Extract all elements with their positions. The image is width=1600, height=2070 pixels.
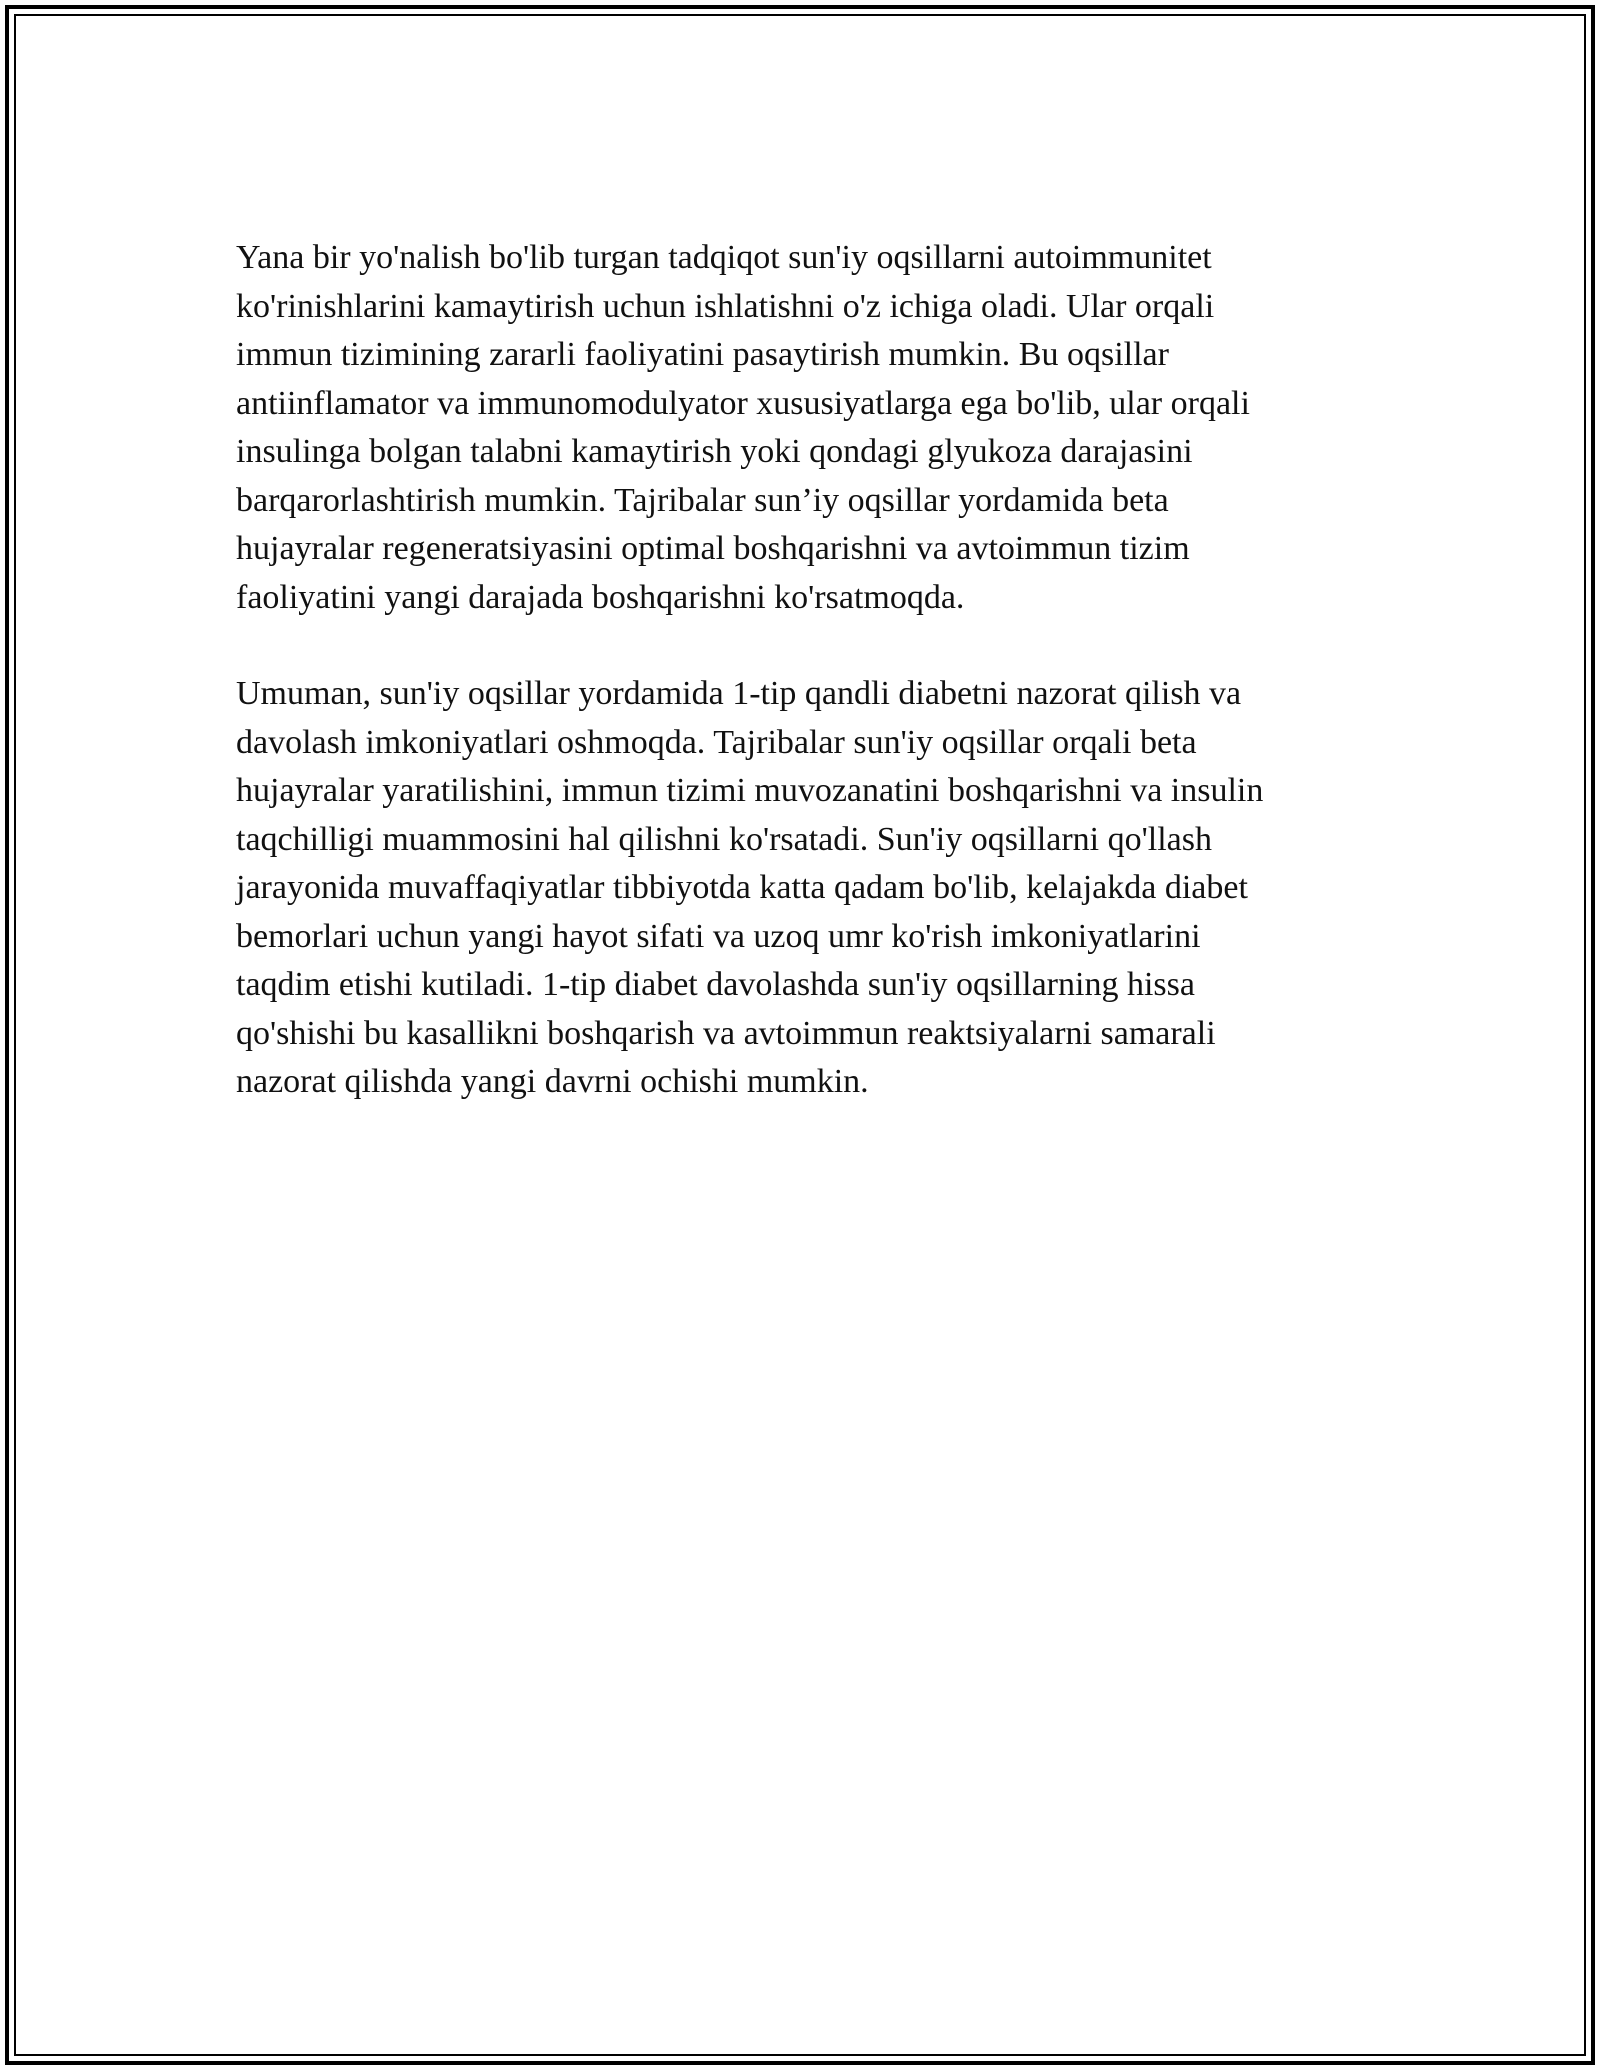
text-line: davolash imkoniyatlari oshmoqda. Tajribalar sun'iy oqsillar orqali beta bbox=[236, 723, 1197, 761]
text-line: hujayralar regeneratsiyasini optimal boshqarishni va avtoimmun tizim bbox=[236, 530, 1190, 567]
text-line: taqchilligi muammosini hal qilishni ko'rsatadi. Sun'iy oqsillarni qo'llash bbox=[236, 820, 1212, 858]
text-line: hujayralar yaratilishini, immun tizimi muvozanatini boshqarishni va insulin bbox=[236, 772, 1264, 809]
document-body bbox=[236, 234, 1366, 1107]
text-line: Umuman, sun'iy oqsillar yordamida 1-tip qandli diabetni nazorat qilish va bbox=[236, 675, 1242, 712]
text-line: immun tizimining zararli faoliyatini pasaytirish mumkin. Bu oqsillar bbox=[236, 336, 1169, 373]
text-line: ko'rinishlarini kamaytirish uchun ishlatishni o'z ichiga oladi. Ular orqali bbox=[236, 287, 1215, 325]
text-line: bemorlari uchun yangi hayot sifati va uzoq umr ko'rish imkoniyatlarini bbox=[236, 917, 1201, 955]
text-line: qo'shishi bu kasallikni boshqarish va avtoimmun reaktsiyalarni samarali bbox=[236, 1014, 1216, 1052]
text-line: insulinga bolgan talabni kamaytirish yoki qondagi glyukoza darajasini bbox=[236, 433, 1193, 470]
text-line: antiinflamator va immunomodulyator xususiyatlarga ega bo'lib, ular orqali bbox=[236, 384, 1250, 422]
text-line: barqarorlashtirish mumkin. Tajribalar sun’iy oqsillar yordamida beta bbox=[236, 481, 1169, 519]
text-line: faoliyatini yangi darajada boshqarishni ko'rsatmoqda. bbox=[236, 578, 965, 616]
paragraph-1 bbox=[236, 234, 1366, 622]
text-line: taqdim etishi kutiladi. 1-tip diabet davolashda sun'iy oqsillarning hissa bbox=[236, 966, 1195, 1003]
text-line: Yana bir yo'nalish bo'lib turgan tadqiqot sun'iy oqsillarni autoimmunitet bbox=[236, 239, 1212, 276]
text-line: jarayonida muvaffaqiyatlar tibbiyotda katta qadam bo'lib, kelajakda diabet bbox=[236, 869, 1248, 906]
paragraph-2 bbox=[236, 670, 1366, 1107]
text-line: nazorat qilishda yangi davrni ochishi mumkin. bbox=[236, 1063, 869, 1100]
